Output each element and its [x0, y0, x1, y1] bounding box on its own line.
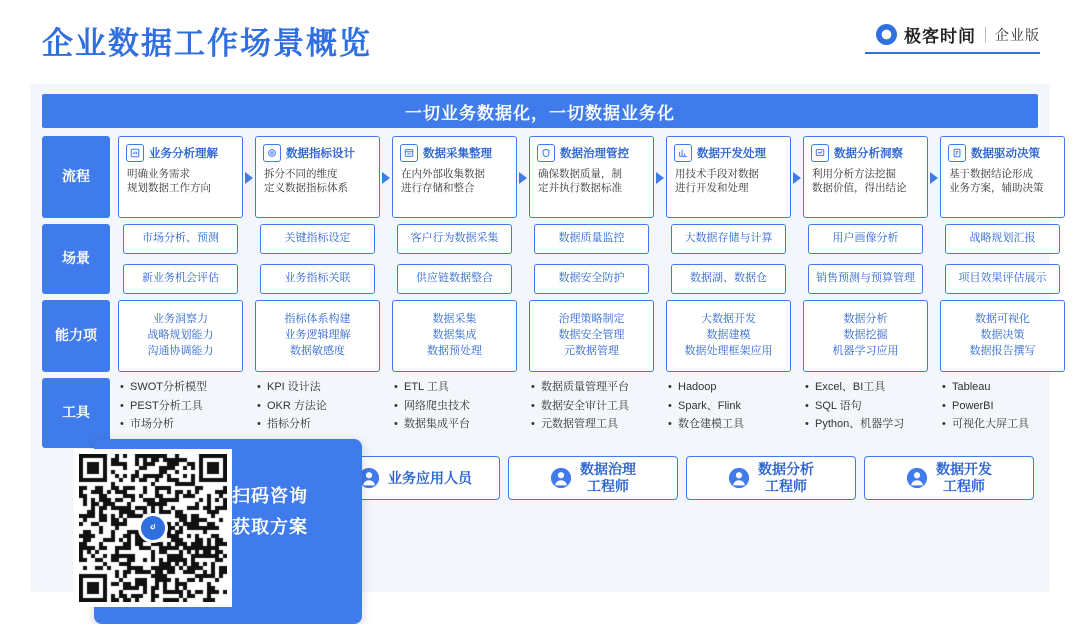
tool-item: • KPI 设计法: [257, 381, 321, 393]
role-card-4[interactable]: [864, 456, 1034, 500]
scene-item[interactable]: 新业务机会评估: [123, 264, 238, 294]
brand-sub: 企业版: [995, 26, 1040, 43]
page-title: 企业数据工作场景概览: [42, 26, 372, 61]
ability-card[interactable]: 大数据开发 数据建模 数据处理框架应用: [666, 300, 791, 372]
scene-item[interactable]: 项目效果评估展示: [945, 264, 1060, 294]
tool-list: [394, 378, 532, 434]
flow-card-desc: 基于数据结论形成 业务方案，辅助决策: [949, 168, 1044, 195]
tool-item: • Excel、BI工具: [805, 381, 886, 393]
tool-item: • 可视化大屏工具: [942, 418, 1029, 431]
tool-list: [257, 378, 395, 434]
tool-item: • Spark、Flink: [668, 399, 741, 412]
tool-item: • Tableau: [942, 381, 991, 393]
tool-item: • Hadoop: [668, 381, 717, 393]
flow-arrow-2: [382, 172, 390, 184]
shield-icon: [537, 144, 555, 162]
ability-card[interactable]: 指标体系构建 业务逻辑理解 数据敏感度: [255, 300, 380, 372]
tool-item: • 网络爬虫技术: [394, 399, 470, 412]
flow-arrow-6: [930, 172, 938, 184]
tool-list: [668, 378, 806, 434]
row-label-tool: 工具: [42, 378, 110, 448]
brand-underline: [865, 52, 1040, 54]
banner: 一切业务数据化，一切数据业务化: [42, 94, 1038, 128]
ability-card[interactable]: 数据分析 数据挖掘 机器学习应用: [803, 300, 928, 372]
flow-card-desc: 确保数据质量，制 定并执行数据标准: [538, 168, 622, 195]
brand-divider: [985, 27, 986, 43]
role-label: 数据治理 工程师: [580, 461, 636, 494]
target-icon: [263, 144, 281, 162]
tool-item: • SQL 语句: [805, 399, 862, 412]
flow-card-desc: 在内外部收集数据 进行存储和整合: [401, 168, 485, 195]
flow-card-title: 数据治理管控: [560, 148, 629, 160]
ability-card[interactable]: 业务洞察力 战略规划能力 沟通协调能力: [118, 300, 243, 372]
scene-item[interactable]: 数据湖、数据仓: [671, 264, 786, 294]
ability-card[interactable]: 数据采集 数据集成 数据预处理: [392, 300, 517, 372]
flow-card-6[interactable]: [803, 136, 928, 218]
role-card-3[interactable]: [686, 456, 856, 500]
qr-line-1: 扫码咨询: [232, 486, 308, 506]
tool-item: • OKR 方法论: [257, 399, 327, 412]
scene-item[interactable]: 客户行为数据采集: [397, 224, 512, 254]
brand-name: 极客时间: [904, 27, 976, 46]
scene-item[interactable]: 销售预测与 预算管理: [808, 264, 923, 294]
flow-card-title: 数据开发处理: [697, 148, 766, 160]
tool-item: • PowerBI: [942, 399, 994, 412]
scene-item[interactable]: 市场分析、预测: [123, 224, 238, 254]
geekbang-logo-icon: [876, 24, 897, 45]
tool-item: • 数据质量管理平台: [531, 381, 629, 393]
flow-card-title: 数据分析洞察: [834, 148, 903, 160]
analysis-icon: [126, 144, 144, 162]
row-label-ability: 能力项: [42, 300, 110, 372]
scene-item[interactable]: 业务指标关联: [260, 264, 375, 294]
role-label: 数据分析 工程师: [758, 461, 814, 494]
row-label-scene: 场景: [42, 224, 110, 294]
tool-item: • PEST分析工具: [120, 399, 203, 412]
person-icon: [728, 467, 750, 489]
chart-icon: [674, 144, 692, 162]
flow-arrow-1: [245, 172, 253, 184]
scene-item[interactable]: 大数据存储与计算: [671, 224, 786, 254]
tool-item: • 数据安全审计工具: [531, 399, 629, 412]
scene-item[interactable]: 战略规划汇报: [945, 224, 1060, 254]
tool-item: • ETL 工具: [394, 381, 449, 393]
qr-center-logo-icon: [138, 513, 168, 543]
tool-item: • Python、机器学习: [805, 418, 905, 431]
flow-card-4[interactable]: [529, 136, 654, 218]
role-card-2[interactable]: [508, 456, 678, 500]
flow-card-1[interactable]: [118, 136, 243, 218]
role-label: 业务应用人员: [388, 469, 472, 486]
tool-item: • 数仓建模工具: [668, 418, 744, 431]
decision-icon: [948, 144, 966, 162]
qr-line-2: 获取方案: [232, 516, 308, 537]
tool-list: [120, 378, 258, 434]
flow-arrow-3: [519, 172, 527, 184]
tool-item: • 数据集成平台: [394, 418, 470, 431]
flow-card-2[interactable]: [255, 136, 380, 218]
flow-card-desc: 拆分不同的维度 定义数据指标体系: [264, 168, 348, 195]
qr-code-image[interactable]: [74, 449, 232, 607]
tool-item: • 市场分析: [120, 418, 174, 431]
tool-item: • SWOT分析模型: [120, 381, 207, 393]
tool-list: [805, 378, 943, 434]
qr-promo-text: [232, 481, 344, 542]
flow-card-desc: 用技术手段对数据 进行开发和处理: [675, 168, 759, 195]
collect-icon: [400, 144, 418, 162]
qr-promo-box: [94, 439, 362, 624]
flow-card-title: 数据指标设计: [286, 148, 355, 160]
brand: [876, 22, 1040, 47]
scene-item[interactable]: 数据安全防护: [534, 264, 649, 294]
flow-card-5[interactable]: [666, 136, 791, 218]
content-board: [30, 84, 1050, 592]
header: [0, 0, 1080, 78]
flow-card-title: 数据驱动决策: [971, 148, 1040, 160]
tool-item: • 元数据管理工具: [531, 418, 618, 431]
person-icon: [906, 467, 928, 489]
flow-arrow-4: [656, 172, 664, 184]
scene-item[interactable]: 用户画像分析: [808, 224, 923, 254]
tool-list: [942, 378, 1080, 434]
flow-card-desc: 明确业务需求 规划数据工作方向: [127, 168, 211, 195]
tool-item: • 指标分析: [257, 418, 311, 431]
flow-card-3[interactable]: [392, 136, 517, 218]
flow-card-title: 业务分析理解: [149, 148, 218, 160]
flow-card-desc: 利用分析方法挖掘 数据价值，得出结论: [812, 168, 907, 195]
role-label: 数据开发 工程师: [936, 461, 992, 494]
row-label-flow: 流程: [42, 136, 110, 218]
scene-item[interactable]: 供应链数据整合: [397, 264, 512, 294]
flow-arrow-5: [793, 172, 801, 184]
flow-card-title: 数据采集整理: [423, 148, 492, 160]
tool-list: [531, 378, 669, 434]
scene-item[interactable]: 数据质量监控: [534, 224, 649, 254]
insight-icon: [811, 144, 829, 162]
ability-card[interactable]: 数据可视化 数据决策 数据报告撰写: [940, 300, 1065, 372]
flow-card-7[interactable]: [940, 136, 1065, 218]
person-icon: [550, 467, 572, 489]
ability-card[interactable]: 治理策略制定 数据安全管理 元数据管理: [529, 300, 654, 372]
scene-item[interactable]: 关键指标设定: [260, 224, 375, 254]
